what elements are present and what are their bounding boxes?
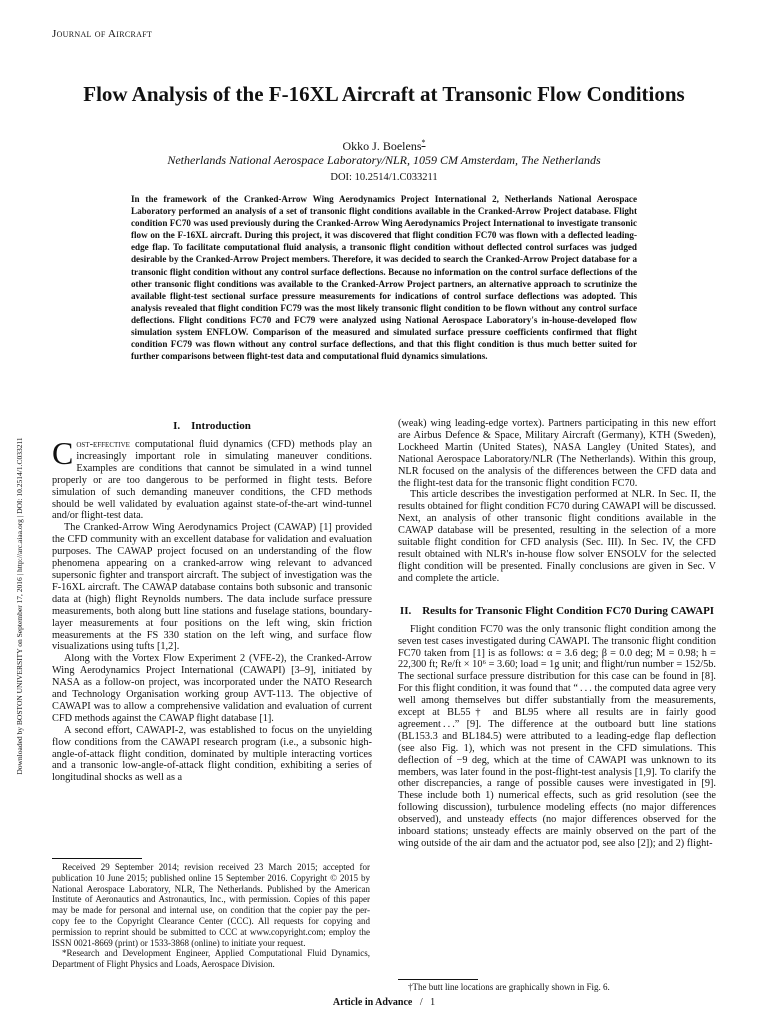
footer-separator: / xyxy=(419,997,423,1008)
footnotes-left xyxy=(52,862,370,970)
footnote-divider-right xyxy=(398,979,478,980)
download-banner: Downloaded by BOSTON UNIVERSITY on September 17, 2016 | http://arc.aiaa.org | DOI: 10.2514/1.C033211 xyxy=(15,437,24,775)
intro-paragraph-6: This article describes the investigation performed at NLR. In Sec. II, the results obtained for flight condition FC70 during CAWAPI will be discussed. Next, an analysis of other transonic flight conditions available in the CAWAP database will be presented, resulting in the selection of a more suitable flight condition for CFD analysis (Sec. III). In Sec. IV, the CFD result obtained with NLR's in-house flow solver ENSOLV for the selected flight condition will be presented. Finally conclusions are given in Sec. V and complete the article. xyxy=(398,489,716,584)
results-paragraph-1: Flight condition FC70 was the only transonic flight condition among the seven test cases investigated during CAWAPI. The transonic flight condition FC70 taken from [1] is as follows: α = 3.6 deg; β = 0.0 deg; M = 0.98; h = 22,300 ft; Re/ft × 10⁶ = 3.60; load = 1g unit; and flight/run number = 152/5b. The sectional surface pressure distribution for this case can be found in [8]. For this flight condition, it was found that “ . . . the computed data agree very well among themselves but differ substantially from the measurements, except at BL55† and BL95 where all results are in fairly good agreement . . .” [9]. The difference at the outboard butt line stations (BL153.3 and BL184.5) were attributed to a leading-edge flap deflection (see also Fig. 1), which was not present in the CFD simulations. This deflection of −9 deg, which at the time of CAWAPI was unknown to its members, was later found in the post-flight-test analysis [1,9]. To clarify the other discrepancies, a range of possible causes were investigated in [9]. These include both 1) numerical effects, such as grid resolution (see the following discussion), turbulence modeling effects (no major differences observed), and unsteady effects (no major differences observed for the inboard stations; unsteady effects are mainly observed on the part of the wing outside of the air dam and the actuator pod, see also [2]); and 2) flight- xyxy=(398,623,716,849)
received-note: Received 29 September 2014; revision received 23 March 2015; accepted for publication 10 June 2015; published online 15 September 2016. Copyright © 2015 by National Aerospace Laboratory, NLR, The Netherlands. Published by the American Institute of Aeronautics and Astronautics, Inc., with permission. Copies of this paper may be made for personal and internal use, on condition that the copier pay the per-copy fee to the Copyright Clearance Center (CCC). All requests for copying and permission to reprint should be submitted to CCC at www.copyright.com; employ the ISSN 0021-8669 (print) or 1533-3868 (online) to initiate your request. xyxy=(52,862,370,948)
author-affiliation: Netherlands National Aerospace Laboratory/NLR, 1059 CM Amsterdam, The Netherlands xyxy=(167,153,601,167)
section-heading-introduction: I. Introduction xyxy=(173,420,251,432)
intro-paragraph-3: Along with the Vortex Flow Experiment 2 (VFE-2), the Cranked-Arrow Wing Aerodynamics Project International (CAWAPI) [3–9], initiated by NASA as a follow-on project, was incorporated under the NATO Research and Technology Organisation working group AVT-113. The objective of CAWAPI was to allow a comprehensive validation and evaluation of current CFD methods against the CAWAP flight database [1]. xyxy=(52,653,372,724)
abstract: In the framework of the Cranked-Arrow Wing Aerodynamics Project International 2, Netherlands National Aerospace Laboratory performed an analysis of a set of transonic flight conditions available in the Cranked-Arrow Project database. Flight condition FC70 was used previously during the Cranked-Arrow Wing Aerodynamics Project International to investigate transonic flow on the F-16XL aircraft. During this project, it was discovered that flight condition FC70 was flown with a deflected leading-edge flap. To facilitate computational fluid analysis, a transonic flight condition without deflected control surfaces was judged desirable by the Cranked-Arrow Project members. Therefore, it was decided to search the Cranked-Arrow Project database for a transonic flight condition without any control surface deflections. Because no information on the control surface deflections of the other transonic flight conditions was available to the Cranked-Arrow Project partners, an alternative approach to scrutinize the available flight-test sectional surface pressure measurements for indications of control surface deflections was adopted. This analysis revealed that flight condition FC79 was the most likely transonic flight condition to be flown without any control surface deflections. Flight conditions FC70 and FC79 were analyzed using National Aerospace Laboratory's in-house-developed flow simulation system ENFLOW. Comparison of the measured and simulated surface pressure coefficients confirmed that flight condition FC79 was flown without any control surface deflections, and that this flight condition is thus much better suited for further comparisons between flight-test data and computational fluid dynamics simulations. xyxy=(131,194,637,362)
intro-paragraph-5: (weak) wing leading-edge vortex). Partners participating in this new effort are Airbus Defence & Space, Military Aircraft (Germany), KTH (Sweden), Lockheed Martin (United States), NASA Langley (United States), and National Aerospace Laboratory/NLR (The Netherlands). Within this group, NLR focused on the analysis of the differences between the CFD data and the flight-test data for the transonic flight condition FC70. xyxy=(398,418,716,489)
page-footer xyxy=(0,997,768,1008)
author-name: Okko J. Boelens xyxy=(342,139,422,153)
body-column-right xyxy=(398,418,716,850)
author-footnote-link[interactable]: * xyxy=(421,138,426,147)
paper-title: Flow Analysis of the F-16XL Aircraft at Transonic Flow Conditions xyxy=(83,82,685,106)
journal-name: Journal of Aircraft xyxy=(52,28,153,40)
body-column-left xyxy=(52,418,372,784)
author-line xyxy=(0,138,768,154)
doi-link[interactable]: DOI: 10.2514/1.C033211 xyxy=(330,172,438,183)
footnotes-right xyxy=(398,982,716,993)
intro-paragraph-4: A second effort, CAWAPI-2, was established to focus on the unyielding flow conditions from the CAWAPI research program (i.e., a subsonic high-angle-of-attack flight condition, dominated by multiple interacting vortices and a transonic low-angle-of-attack flight condition, exhibiting a series of longitudinal shocks as well as a xyxy=(52,724,372,784)
intro-paragraph-2: The Cranked-Arrow Wing Aerodynamics Project (CAWAP) [1] provided the CFD community with an excellent database for validation and evaluation purposes. The CAWAP project focused on an understanding of the flow phenomena appearing on a cranked-arrow wing relevant to advanced supersonic fighter and transport aircraft. The subject of investigation was the F-16XL aircraft. The CAWAP database contains both subsonic and transonic data at (high) flight Reynolds numbers. The data include surface pressure measurements, both along butt line stations and fuselage stations, boundary-layer measurements at four positions on the left wing, skin friction measurements at the FS 330 station on the left wing, and surface flow visualizations using tufts [1,2]. xyxy=(52,522,372,653)
lead-in-text: ost-effective xyxy=(76,439,130,450)
butt-line-note: †The butt line locations are graphically shown in Fig. 6. xyxy=(408,982,610,992)
author-note: *Research and Development Engineer, Applied Computational Fluid Dynamics, Department of Flight Physics and Loads, Aerospace Division. xyxy=(52,948,370,970)
footer-label: Article in Advance xyxy=(332,997,413,1008)
drop-cap: C xyxy=(52,435,74,471)
intro-paragraph-1-text: computational fluid dynamics (CFD) methods play an increasingly important role in simulating maneuver conditions. Examples are conditions that cannot be simulated in a wind tunnel properly or are too dangerous to be performed in flight tests. Before simulation of such demanding maneuver conditions, the CFD methods should be well validated by evaluation against state-of-the-art wind-tunnel and/or flight-test data. xyxy=(52,439,372,522)
section-heading-results: II. Results for Transonic Flight Condition FC70 During CAWAPI xyxy=(399,604,715,617)
footnote-divider-left xyxy=(52,858,142,859)
intro-paragraph-1 xyxy=(52,435,372,522)
page-number: 1 xyxy=(430,997,436,1008)
